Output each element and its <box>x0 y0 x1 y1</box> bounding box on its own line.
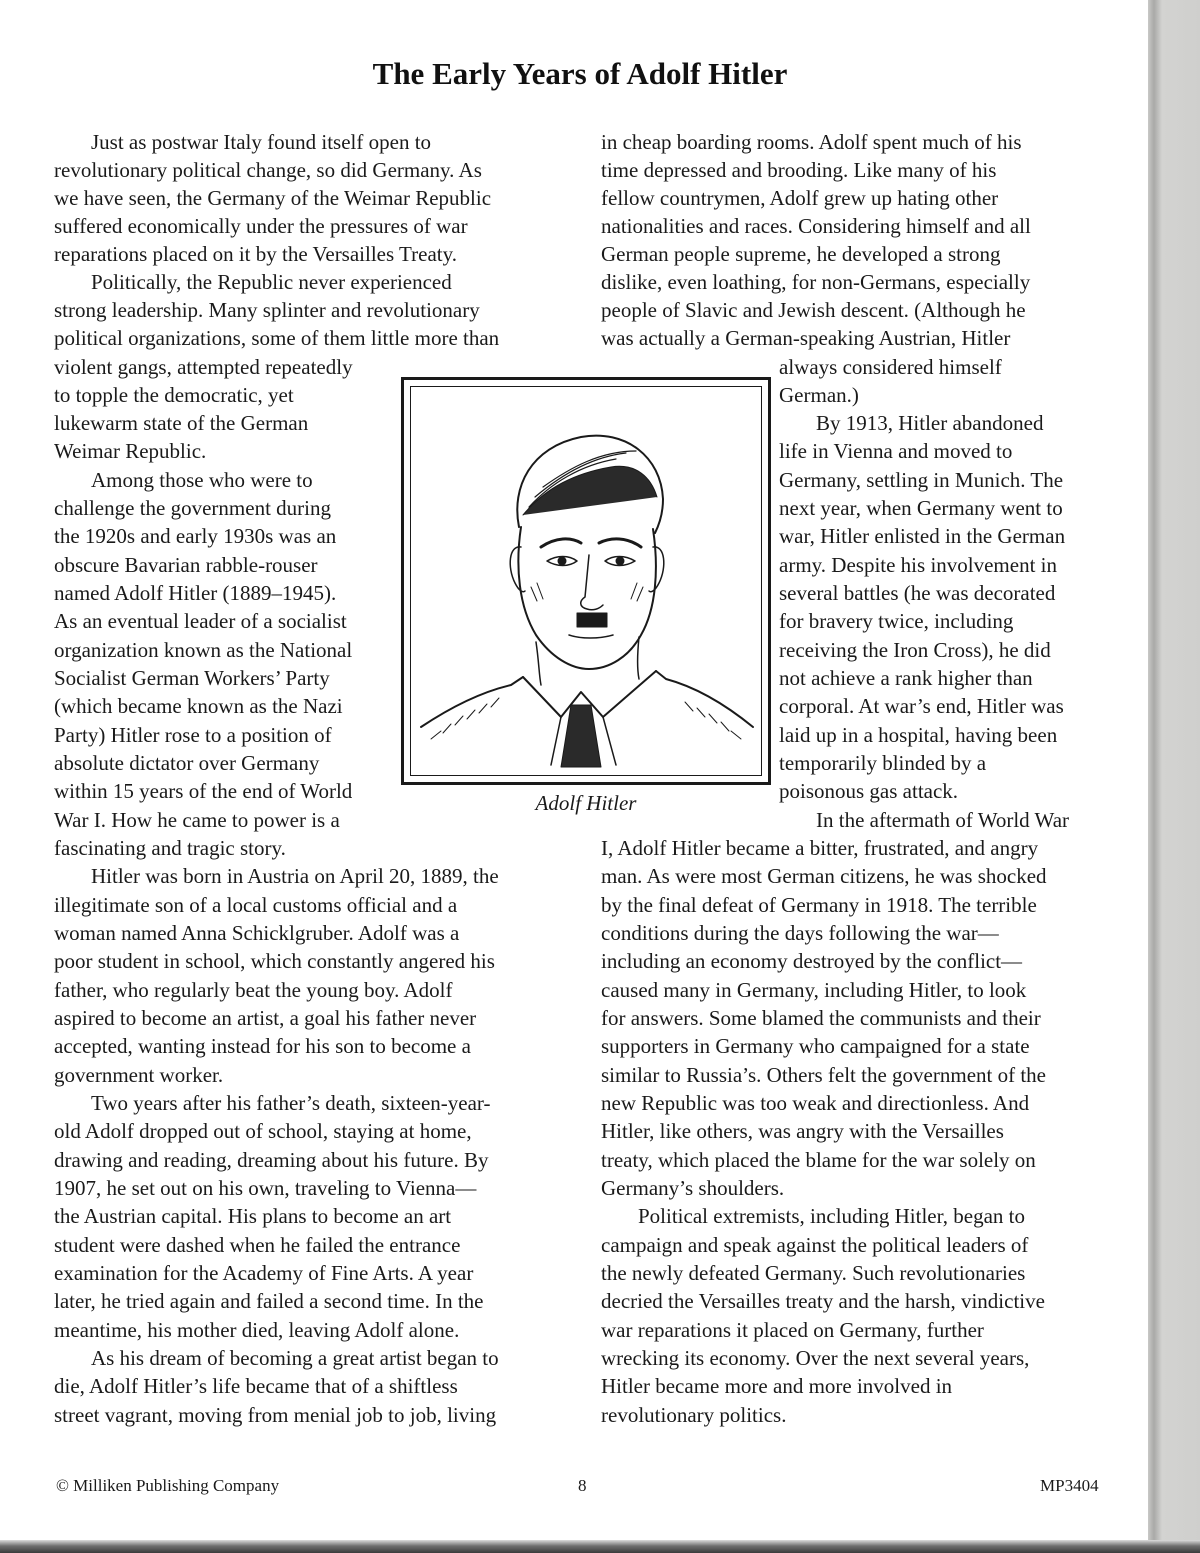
text-line: street vagrant, moving from menial job to job, living <box>54 1403 497 1427</box>
portrait-sketch <box>411 387 763 777</box>
text-line: treaty, which placed the blame for the war solely on <box>601 1148 1036 1172</box>
text-line: man. As were most German citizens, he was shocked <box>601 864 1047 888</box>
text-line: Party) Hitler rose to a position of <box>54 723 332 747</box>
text-line: temporarily blinded by a <box>779 751 987 775</box>
text-line: within 15 years of the end of World <box>54 779 353 803</box>
text-line: As his dream of becoming a great artist began to <box>91 1346 499 1370</box>
text-line: was actually a German-speaking Austrian, Hitler <box>601 326 1011 350</box>
text-line: government worker. <box>54 1063 224 1087</box>
text-line: to topple the democratic, yet <box>54 383 294 407</box>
text-line: poor student in school, which constantly angered his <box>54 949 495 973</box>
text-line: woman named Anna Schicklgruber. Adolf was a <box>54 921 460 945</box>
text-line: including an economy destroyed by the conflict— <box>601 949 1023 973</box>
text-line: Political extremists, including Hitler, began to <box>638 1204 1026 1228</box>
portrait-illustration <box>401 377 771 785</box>
text-line: wrecking its economy. Over the next several years, <box>601 1346 1030 1370</box>
text-line: war reparations it placed on Germany, further <box>601 1318 984 1342</box>
text-line: campaign and speak against the political leaders of <box>601 1233 1029 1257</box>
text-line: accepted, wanting instead for his son to become a <box>54 1034 471 1058</box>
text-line: I, Adolf Hitler became a bitter, frustrated, and angry <box>601 836 1039 860</box>
page-edge-shadow <box>1148 0 1200 1553</box>
text-line: absolute dictator over Germany <box>54 751 320 775</box>
text-line: (which became known as the Nazi <box>54 694 343 718</box>
illustration-caption: Adolf Hitler <box>535 791 637 815</box>
text-line: corporal. At war’s end, Hitler was <box>779 694 1064 718</box>
text-line: obscure Bavarian rabble-rouser <box>54 553 318 577</box>
text-line: Hitler became more and more involved in <box>601 1374 953 1398</box>
text-line: violent gangs, attempted repeatedly <box>54 355 353 379</box>
text-line: father, who regularly beat the young boy. Adolf <box>54 978 453 1002</box>
text-line: dislike, even loathing, for non-Germans, especially <box>601 270 1031 294</box>
text-line: German people supreme, he developed a strong <box>601 242 1001 266</box>
text-line: the Austrian capital. His plans to become an art <box>54 1204 452 1228</box>
text-line: suffered economically under the pressures of war <box>54 214 468 238</box>
text-line: Hitler, like others, was angry with the Versailles <box>601 1119 1004 1143</box>
text-line: for answers. Some blamed the communists and their <box>601 1006 1041 1030</box>
text-line: army. Despite his involvement in <box>779 553 1058 577</box>
text-line: political organizations, some of them little more than <box>54 326 500 350</box>
text-line: for bravery twice, including <box>779 609 1014 633</box>
text-line: Germany’s shoulders. <box>601 1176 785 1200</box>
text-line: Weimar Republic. <box>54 439 207 463</box>
text-line: Hitler was born in Austria on April 20, 1889, the <box>91 864 499 888</box>
text-line: die, Adolf Hitler’s life became that of a shiftless <box>54 1374 458 1398</box>
text-line: in cheap boarding rooms. Adolf spent much of his <box>601 130 1022 154</box>
text-line: decried the Versailles treaty and the harsh, vindictive <box>601 1289 1045 1313</box>
text-line: the newly defeated Germany. Such revolutionaries <box>601 1261 1026 1285</box>
text-line: Germany, settling in Munich. The <box>779 468 1064 492</box>
text-line: next year, when Germany went to <box>779 496 1063 520</box>
text-line: In the aftermath of World War <box>816 808 1070 832</box>
text-line: we have seen, the Germany of the Weimar Republic <box>54 186 492 210</box>
text-line: laid up in a hospital, having been <box>779 723 1058 747</box>
text-line: illegitimate son of a local customs official and a <box>54 893 458 917</box>
bottom-edge-shadow <box>0 1540 1200 1553</box>
text-line: old Adolf dropped out of school, staying at home, <box>54 1119 472 1143</box>
text-line: aspired to become an artist, a goal his father never <box>54 1006 477 1030</box>
text-line: nationalities and races. Considering himself and all <box>601 214 1031 238</box>
illustration-inner-border <box>410 386 762 776</box>
text-line: several battles (he was decorated <box>779 581 1056 605</box>
text-line: time depressed and brooding. Like many of his <box>601 158 997 182</box>
text-line: named Adolf Hitler (1889–1945). <box>54 581 337 605</box>
text-line: Among those who were to <box>91 468 313 492</box>
text-line: challenge the government during <box>54 496 331 520</box>
text-line: not achieve a rank higher than <box>779 666 1033 690</box>
text-line: by the final defeat of Germany in 1918. The terrible <box>601 893 1037 917</box>
text-line: the 1920s and early 1930s was an <box>54 524 337 548</box>
text-line: reparations placed on it by the Versailles Treaty. <box>54 242 457 266</box>
text-line: Socialist German Workers’ Party <box>54 666 330 690</box>
text-line: Two years after his father’s death, sixteen-year- <box>91 1091 491 1115</box>
text-line: always considered himself <box>779 355 1002 379</box>
footer-page-number: 8 <box>578 1476 587 1495</box>
text-line: new Republic was too weak and directionless. And <box>601 1091 1030 1115</box>
text-line: strong leadership. Many splinter and revolutionary <box>54 298 480 322</box>
text-line: similar to Russia’s. Others felt the government of the <box>601 1063 1046 1087</box>
text-line: fellow countrymen, Adolf grew up hating other <box>601 186 999 210</box>
text-line: drawing and reading, dreaming about his future. By <box>54 1148 489 1172</box>
text-line: later, he tried again and failed a second time. In the <box>54 1289 484 1313</box>
text-line: student were dashed when he failed the entrance <box>54 1233 461 1257</box>
text-line: examination for the Academy of Fine Arts. A year <box>54 1261 474 1285</box>
text-line: people of Slavic and Jewish descent. (Although he <box>601 298 1026 322</box>
text-line: poisonous gas attack. <box>779 779 959 803</box>
text-line: German.) <box>779 383 859 407</box>
text-line: lukewarm state of the German <box>54 411 309 435</box>
text-line: War I. How he came to power is a <box>54 808 340 832</box>
footer-publisher: © Milliken Publishing Company <box>56 1476 280 1495</box>
text-line: war, Hitler enlisted in the German <box>779 524 1066 548</box>
text-line: Politically, the Republic never experienced <box>91 270 452 294</box>
text-line: As an eventual leader of a socialist <box>54 609 347 633</box>
text-line: caused many in Germany, including Hitler, to look <box>601 978 1027 1002</box>
text-line: 1907, he set out on his own, traveling to Vienna— <box>54 1176 477 1200</box>
text-line: revolutionary political change, so did Germany. As <box>54 158 482 182</box>
text-line: fascinating and tragic story. <box>54 836 286 860</box>
page-title: The Early Years of Adolf Hitler <box>372 56 788 91</box>
footer-code: MP3404 <box>1040 1476 1099 1495</box>
text-line: receiving the Iron Cross), he did <box>779 638 1051 662</box>
text-line: supporters in Germany who campaigned for a state <box>601 1034 1030 1058</box>
text-line: revolutionary politics. <box>601 1403 787 1427</box>
text-line: meantime, his mother died, leaving Adolf alone. <box>54 1318 460 1342</box>
text-line: organization known as the National <box>54 638 353 662</box>
text-line: By 1913, Hitler abandoned <box>816 411 1044 435</box>
text-line: life in Vienna and moved to <box>779 439 1013 463</box>
text-line: Just as postwar Italy found itself open to <box>91 130 432 154</box>
text-line: conditions during the days following the war— <box>601 921 999 945</box>
